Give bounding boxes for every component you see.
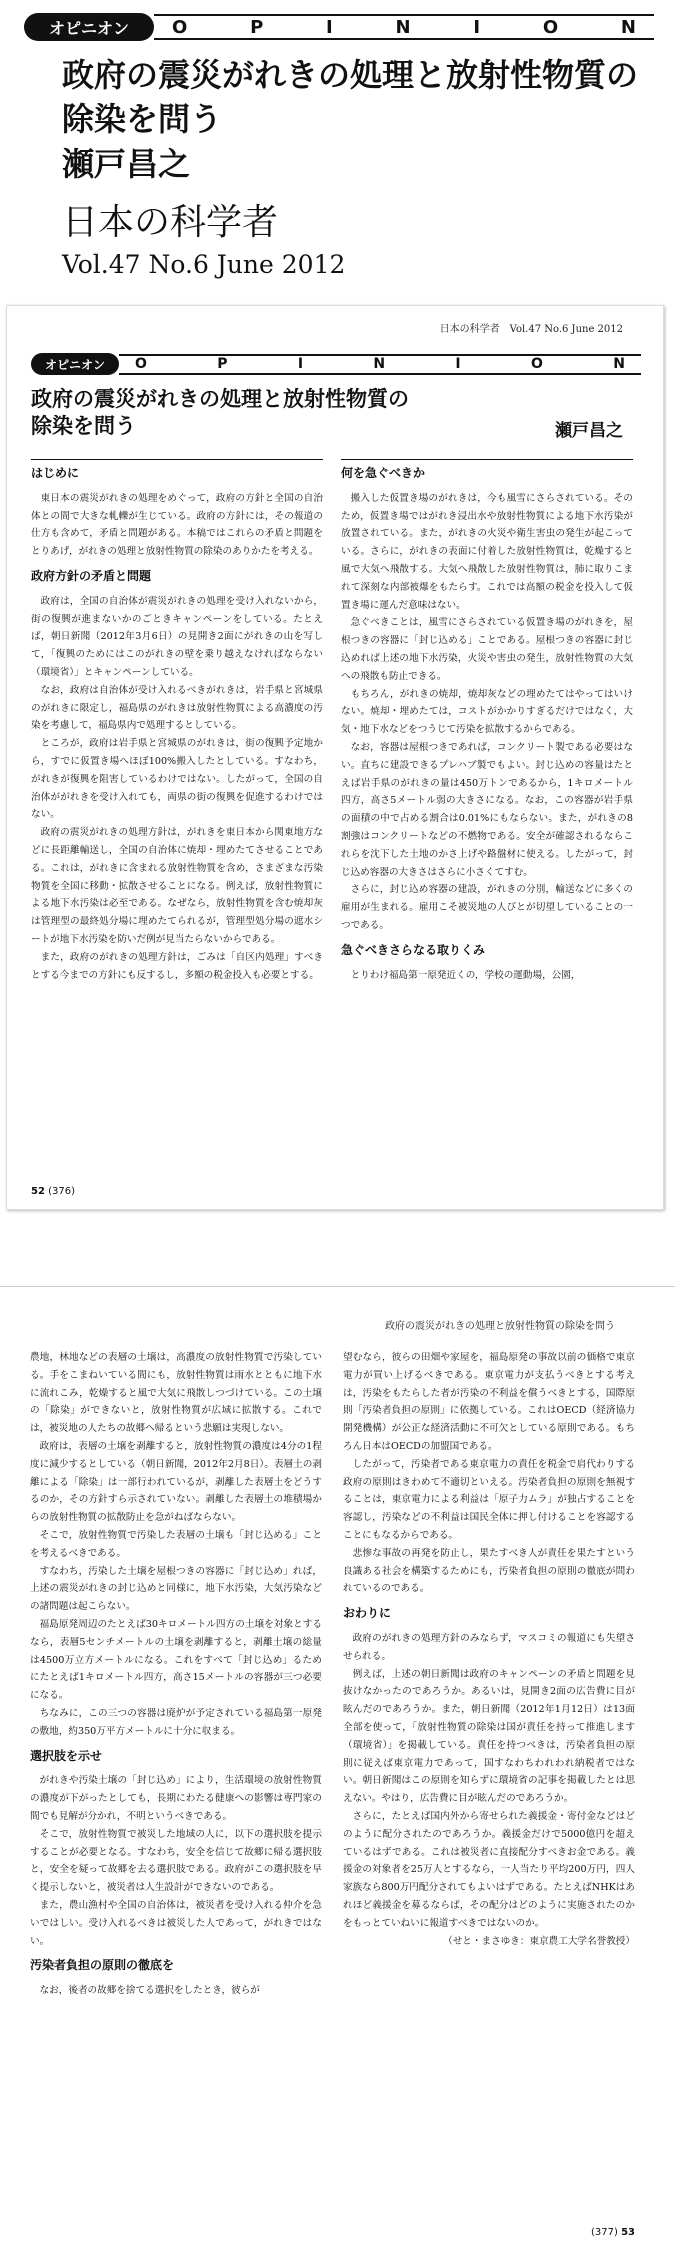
- page-footer: (377) 53: [591, 2227, 635, 2238]
- running-head: 政府の震災がれきの処理と放射性物質の除染を問う: [385, 1321, 615, 1332]
- column-right: [343, 1349, 635, 1950]
- author-affiliation: （せと・まさゆき：東京農工大学名誉教授）: [443, 1935, 635, 1947]
- paragraph: とりわけ福島第一原発近くの，学校の運動場，公園，: [350, 969, 581, 981]
- paragraph: 急ぐべきことは，風雪にさらされている仮置き場のがれきを，屋根つきの容器に「封じ込める」ことである。屋根つきの容器に封じ込めれば上述の地下水汚染，火災や害虫の発生，放射性物質の大気への飛散も防止できる。: [341, 617, 633, 682]
- paragraph: そこで，放射性物質で汚染した表層の土壌も「封じ込める」ことを考えるべきである。: [30, 1529, 322, 1559]
- paragraph: がれきや汚染土壌の「封じ込め」により，生活環境の放射性物質の濃度が下がったとしても，長期にわたる健康への影響は専門家の間でも見解が分かれ，不明というべきである。: [30, 1775, 322, 1822]
- category-tag: オピニオン: [31, 353, 119, 375]
- paragraph: また，政府のがれきの処理方針は，ごみは「自区内処理」すべきとする今までの方針にも反するし，多額の税金投入も必要とする。: [31, 951, 323, 981]
- column-left: [31, 452, 323, 984]
- journal-volume: Vol.47 No.6 June 2012: [62, 250, 346, 279]
- paragraph: 悲惨な事故の再発を防止し，果たすべき人が責任を果たすという良識ある社会を構築するためにも，汚染者負担の原則の徹底が問われているのである。: [343, 1547, 635, 1595]
- section-heading: 急ぐべきさらなる取りくみ: [341, 942, 486, 957]
- paragraph: また，農山漁村や全国の自治体は，被災者を受け入れる仲介を急いではしい。受け入れるべきは被災した人であって，がれきではない。: [30, 1899, 322, 1947]
- page-footer: 52 (376): [31, 1186, 75, 1197]
- paragraph: 政府は，表層の土壌を剥離すると，放射性物質の濃度は4分の1程度に減少するとしている（朝日新聞，2012年2月8日）。表層土の剥離による「除染」は一部行われているが，剥離した表層土をどうするのか，その方針すら示されていない。剥離した表層土の堆積場からの放射性物質の拡散防止を急がねばならない。: [30, 1440, 322, 1524]
- paragraph: すなわち，汚染した土壌を屋根つきの容器に「封じ込め」れば，上述の震災がれきの封じ込めと同様に，地下水汚染，大気汚染などの諸問題は起こらない。: [30, 1565, 322, 1613]
- header-banner: [0, 0, 675, 300]
- paragraph: さらに，たとえば国内外から寄せられた義援金・寄付金などはどのように配分されたのであろうか。義援金だけで5000億円を超えているはずである。これは被災者に直接配分すべきお金である。義援金の対象者を25万人とするなら，一人当たり平均200万円，四人家族なら800万円配分されてもよいはずである。たとえばNHKはあれほど義援金を募るならば，その配分はどのように実施されたのかをもっとていねいに報道すべきではないのか。: [343, 1810, 635, 1929]
- paragraph: なお，政府は自治体が受け入れるべきがれきは，岩手県と宮城県のがれきに限定し，福島県のがれきは放射性物質による高濃度の汚染を考慮して，福島県内で処理するとしている。: [31, 684, 323, 732]
- section-heading: はじめに: [31, 459, 323, 483]
- banner-title-line2: 除染を問う: [62, 100, 223, 138]
- column-left: [30, 1349, 322, 2000]
- section-heading: 選択肢を示せ: [30, 1748, 103, 1763]
- paragraph: したがって，汚染者である東京電力の責任を税金で肩代わりする政府の原則はきわめて不適切といえる。汚染者負担の原則を無視することは，東京電力による利益は「原子力ムラ」が独占することを容認し，汚染などの不利益は国民全体に押し付けることを容認することにもなるからである。: [343, 1458, 635, 1541]
- paragraph: 例えば，上述の朝日新聞は政府のキャンペーンの矛盾と問題を見抜けなかったのであろうか。あるいは，見開き2面の広告費に目が眩んだのであろうか。また，朝日新聞（2012年1月12日）は13面全部を使って，「放射性物質の除染は国が責任を持って推進します（環境省）」を掲載している。責任を持つべきは，汚染者負担の原則に従えば東京電力であって，国すなわちわれわれ納税者ではない。朝日新聞はこの原則を知らずに環境省の記事を掲載したとは思えない。やはり，広告費に目が眩んだのであろうか。: [343, 1668, 635, 1805]
- paragraph: 望むなら，彼らの田畑や家屋を，福島原発の事故以前の価格で東京電力が買い上げるべきである。東京電力が支払うべきとする考えは，汚染をもたらした者が汚染の不利益を償うべきとする，国際原則「汚染者負担の原則」に依拠している。これはOECD（経済協力開発機構）が公正な経済活動に不可欠としている原則である。もちろん日本はOECDの加盟国である。: [343, 1352, 635, 1452]
- paragraph: そこで，放射性物質で被災した地域の人に，以下の選択肢を提示することが必要となる。すなわち，安全を信じて故郷に帰る選択肢と，安全を疑って故郷を去る選択肢である。政府がこの選択肢を早く提示しないと，被災者は人生設計ができないのである。: [30, 1828, 322, 1894]
- article-title-line1: 政府の震災がれきの処理と放射性物質の: [31, 387, 409, 411]
- paragraph: 福島原発周辺のたとえば30キロメートル四方の土壌を対象とするなら，表層5センチメートルの土壌を剥離すると，剥離土壌の総量は4500万立方メートルになる。これをすべて「封じ込め」るためにたとえば1キロメートル四方，高さ15メートルの容器が三つ必要になる。: [30, 1618, 322, 1702]
- paragraph: 農地，林地などの表層の土壌は，高濃度の放射性物質で汚染している。手をこまねいている間にも，放射性物質は雨水とともに地下水に流れこみ，乾燥すると風で大気に飛散しつづけている。この土壌の「除染」ができないと，放射性物質が広域に拡散する。これでは，被災地の人たちの故郷へ帰るという悲願は実現しない。: [30, 1352, 322, 1435]
- paragraph: 搬入した仮置き場のがれきは，今も風雪にさらされている。そのため，仮置き場ではがれき浸出水や放射性物質による地下水汚染が放置されている。また，がれきの火災や衛生害虫の発生が起こっている。さらに，がれきの表面に付着した放射性物質は，乾燥すると風で大気へ飛散する。大気へ飛散した放射性物質は，肺に取りこまれて深刻な内部被爆をもたらす。これでは高額の税金を投入して仮置き場に運んだ意味はない。: [341, 492, 633, 611]
- section-heading: おわりに: [343, 1606, 392, 1621]
- section-heading: 何を急ぐべきか: [341, 459, 633, 483]
- paragraph: 政府は，全国の自治体が震災がれきの処理を受け入れないから，街の復興が進まないかのごときキャンペーンをしている。たとえば，朝日新聞（2012年3月6日）の見開き2面にがれきの山を写して，「復興のためにはこのがれきの壁を乗り越えなければならない（環境省）」とキャンペーンしている。: [31, 595, 323, 678]
- paragraph: なお，容器は屋根つきであれば，コンクリート製である必要はない。直ちに建設できるプレハブ製でもよい。封じ込めの容量はたとえば岩手県のがれきの量は450万トンであるから，1キロメートル四方，高さ5メートル弱の大きさになる。なお，この容器が岩手県の面積の中で占める割合は0.01%にもならない。また，がれきの8割強はコンクリートなどの不燃物である。安全が確認されるならこれらを沈下した土地のかさ上げや路盤材に使える。したがって，封じ込め容器の大きさはさらに小さくてすむ。: [341, 741, 633, 878]
- opinion-word: O P I N I O N: [154, 14, 654, 40]
- opinion-bar: [31, 352, 641, 376]
- running-head: 日本の科学者 Vol.47 No.6 June 2012: [439, 324, 623, 335]
- paragraph: 東日本の震災がれきの処理をめぐって，政府の方針と全国の自治体との間で大きな軋轢が生じている。政府の方針には，その報道の仕方も含めて，矛盾と問題がある。本稿ではこれらの矛盾と問題をとりあげ，がれきの処理と放射性物質の除染のありかたを考える。: [31, 492, 323, 558]
- paragraph: なお，後者の故郷を捨てる選択をしたとき，彼らが: [39, 1985, 260, 1997]
- paragraph: 政府の震災がれきの処理方針は，がれきを東日本から関東地方などに長距離輸送し，全国の自治体に焼却・埋めたてさせることである。これは，がれきに含まれる放射性物質を含め，さまざまな汚染物質を全国に移動・拡散させることになる。例えば，放射性物質による地下水汚染は必至である。なぜなら，放射性物質を含む焼却灰は管理型の最終処分場に埋めたてられるが，管理型処分場の遮水シートが地下水汚染を防いだ例が見当たらないからである。: [31, 827, 323, 945]
- category-tag: オピニオン: [24, 13, 154, 41]
- opinion-word: O P I N I O N: [119, 354, 641, 375]
- column-right: [341, 452, 633, 984]
- page-53: [0, 1286, 675, 2261]
- paragraph: さらに，封じ込め容器の建設，がれきの分別，輸送などに多くの雇用が生まれる。雇用こそ被災地の人びとが切望していることの一つである。: [341, 884, 633, 931]
- banner-title-line1: 政府の震災がれきの処理と放射性物質の: [62, 56, 639, 94]
- paragraph: 政府のがれきの処理方針のみならず，マスコミの報道にも失望させられる。: [343, 1632, 635, 1662]
- article-title-line2: 除染を問う: [31, 414, 136, 438]
- journal-name: 日本の科学者: [62, 202, 279, 243]
- banner-author: 瀬戸昌之: [62, 145, 191, 183]
- paragraph: ところが，政府は岩手県と宮城県のがれきは，街の復興予定地から，すでに仮置き場へほぼ100%搬入したとしている。すなわち，がれきが復興を阻害しているわけではない。したがって，全国の自治体ががれきを受け入れても，両県の街の復興を促進するわけではない。: [31, 738, 323, 821]
- page-52: [6, 305, 664, 1210]
- section-heading: 汚染者負担の原則の徹底を: [30, 1958, 175, 1973]
- article-author: 瀬戸昌之: [555, 421, 623, 441]
- section-heading: 政府方針の矛盾と問題: [31, 568, 152, 583]
- paragraph: もちろん，がれきの焼却，焼却灰などの埋めたてはやってはいけない。焼却・埋めたては，コストがかかりすぎるだけではなく，大気・地下水などをつうじて汚染を拡散するからである。: [341, 688, 633, 736]
- paragraph: ちなみに，この三つの容器は廃炉が予定されている福島第一原発の敷地，約350万平方メートルに十分に収まる。: [30, 1707, 322, 1737]
- opinion-bar: [24, 12, 654, 42]
